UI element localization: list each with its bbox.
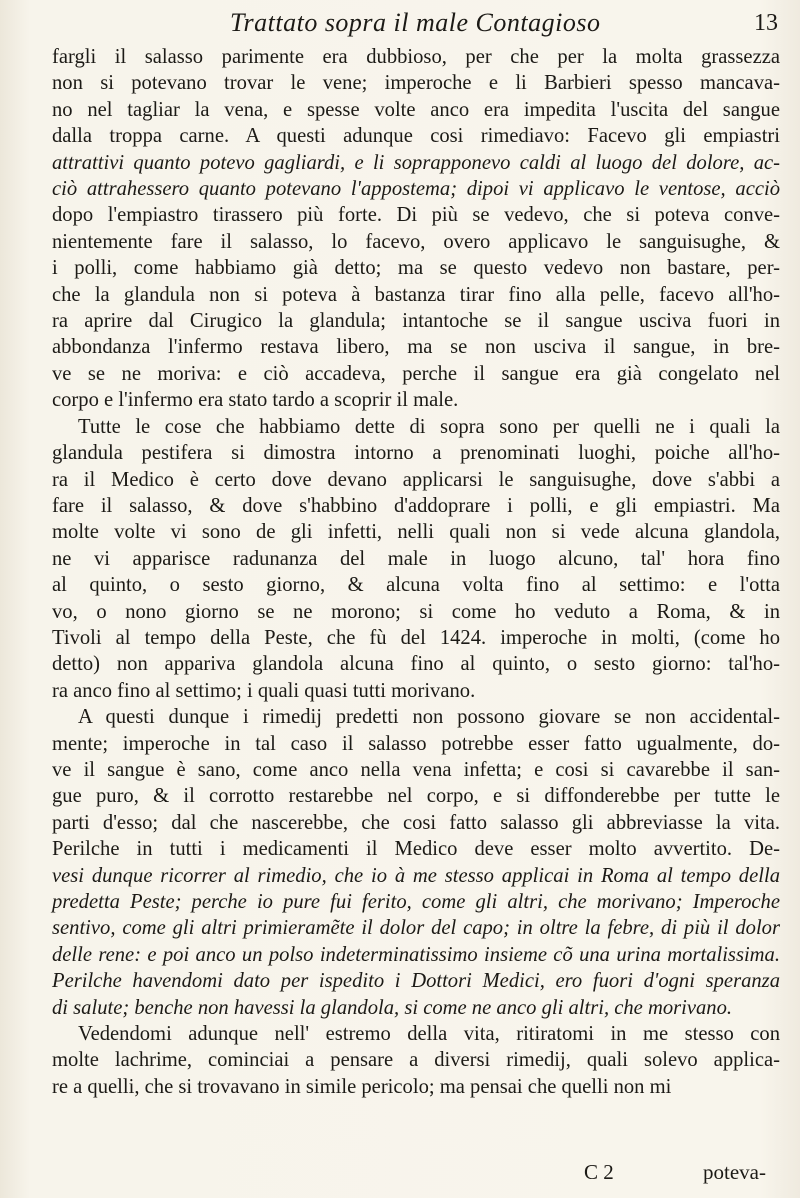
catchword: poteva- [703,1160,766,1184]
text-line: fargli il salasso parimente era dubbioso, per che per la molta grassezza [52,46,780,68]
page-header [230,8,790,48]
text-line: parti d'esso; dal che nascerebbe, che cosi fatto salasso gli abbreviasse la vita. [52,811,780,834]
text-line: sentivo, come gli altri primieramẽte il dolor del capo; in oltre la febre, di più il dolor [52,917,780,940]
text-line: glandula pestifera si dimostra intorno a prenominati luoghi, poiche all'ho- [52,442,780,465]
text-line: Perilche in tutti i medicamenti il Medico deve esser molto avvertito. De- [52,838,780,861]
text-line: delle rene: e poi anco un polso indeterminatissimo insieme cõ una urina mortalissima. [52,943,780,966]
running-title: Trattato sopra il male Contagioso [230,8,601,37]
text-line: vo, o nono giorno se ne morono; si come ho veduto a Roma, & in [52,600,780,623]
text-line: nientemente fare il salasso, lo facevo, overo applicavo le sanguisughe, & [52,230,780,253]
text-line: A questi dunque i rimedij predetti non possono giovare se non accidental- [78,706,780,729]
text-line: ve se ne moriva: e ciò accadeva, perche il sangue era già congelato nel [52,362,780,385]
text-line: ne vi apparisce radunanza del male in luogo alcuno, tal' hora fino [52,547,780,570]
text-line: predetta Peste; perche io pure fui ferito, come gli altri, che morivano; Imperoche [52,891,780,913]
text-line: i polli, come habbiamo già detto; ma se questo vedevo non bastare, per- [52,257,780,280]
text-line: Perilche havendomi dato per ispedito i Dottori Medici, ero fuori d'ogni speranza [52,970,780,993]
text-line: dalla troppa carne. A questi adunque cosi rimediavo: Facevo gli empiastri [52,125,780,148]
text-line: no nel tagliar la vena, e spesse volte anco era impedita l'uscita del sangue [52,98,780,121]
text-line: ra il Medico è certo dove devano applicarsi le sanguisughe, dove s'abbi a [52,468,780,491]
signature-mark: C 2 [584,1160,614,1184]
text-line: mente; imperoche in tal caso il salasso potrebbe esser fatto ugualmente, do- [52,732,780,755]
text-line: re a quelli, che si trovavano in simile pericolo; ma pensai che quelli non mi [52,1075,672,1098]
text-line: dopo l'empiastro tirassero più forte. Di più se vedevo, che si poteva conve- [52,204,780,227]
text-line: vesi dunque ricorrer al rimedio, che io à me stesso applicai in Roma al tempo della [52,864,780,887]
text-line: gue puro, & il corrotto restarebbe nel corpo, e si diffonderebbe per tutte le [52,785,780,808]
text-line: abbondanza l'infermo restava libero, ma se non usciva il sangue, in bre- [52,336,780,359]
text-line: Tutte le cose che habbiamo dette di sopra sono per quelli ne i quali la [78,415,780,438]
text-line: detto) non appariva glandola alcuna fino al quinto, o sesto giorno: tal'ho- [52,653,780,676]
text-line: al quinto, o sesto giorno, & alcuna volta fino al settimo: e l'otta [52,574,780,597]
text-line: corpo e l'infermo era stato tardo a scoprir il male. [52,389,459,412]
page-number: 13 [754,10,778,36]
text-line: ciò attrahessero quanto potevano l'appostema; dipoi vi applicavo le ventose, acciò [52,178,780,201]
text-line: non si potevano trovar le vene; imperoche e li Barbieri spesso mancava- [52,72,780,95]
text-line: Tivoli al tempo della Peste, che fù del 1424. imperoche in molti, (come ho [52,626,780,649]
text-line: ve il sangue è sano, come anco nella vena infetta; e cosi si cavarebbe il san- [52,758,780,781]
text-line: molte lachrime, cominciai a pensare a diversi rimedij, quali solevo applica- [52,1049,780,1072]
text-line: di salute; benche non havessi la glandola, si come ne anco gli altri, che morivano. [52,996,733,1019]
body-text [52,44,780,1100]
text-line: molte volte vi sono de gli infetti, nelli quali non si vede alcuna glandola, [52,521,780,544]
text-line: che la glandula non si poteva à bastanza tirar fino alla pelle, facevo all'ho- [52,283,780,306]
text-line: Vedendomi adunque nell' estremo della vita, ritiratomi in me stesso con [78,1023,780,1046]
text-line: ra aprire dal Cirugico la glandula; intantoche se il sangue usciva fuori in [52,310,780,333]
text-line: attrattivi quanto potevo gagliardi, e li soprapponevo caldi al luogo del dolore, ac- [52,151,780,174]
page-footer [52,1160,780,1190]
text-line: ra anco fino al settimo; i quali quasi tutti morivano. [52,679,476,702]
text-line: fare il salasso, & dove s'habbino d'addoprare i polli, e gli empiastri. Ma [52,494,780,517]
